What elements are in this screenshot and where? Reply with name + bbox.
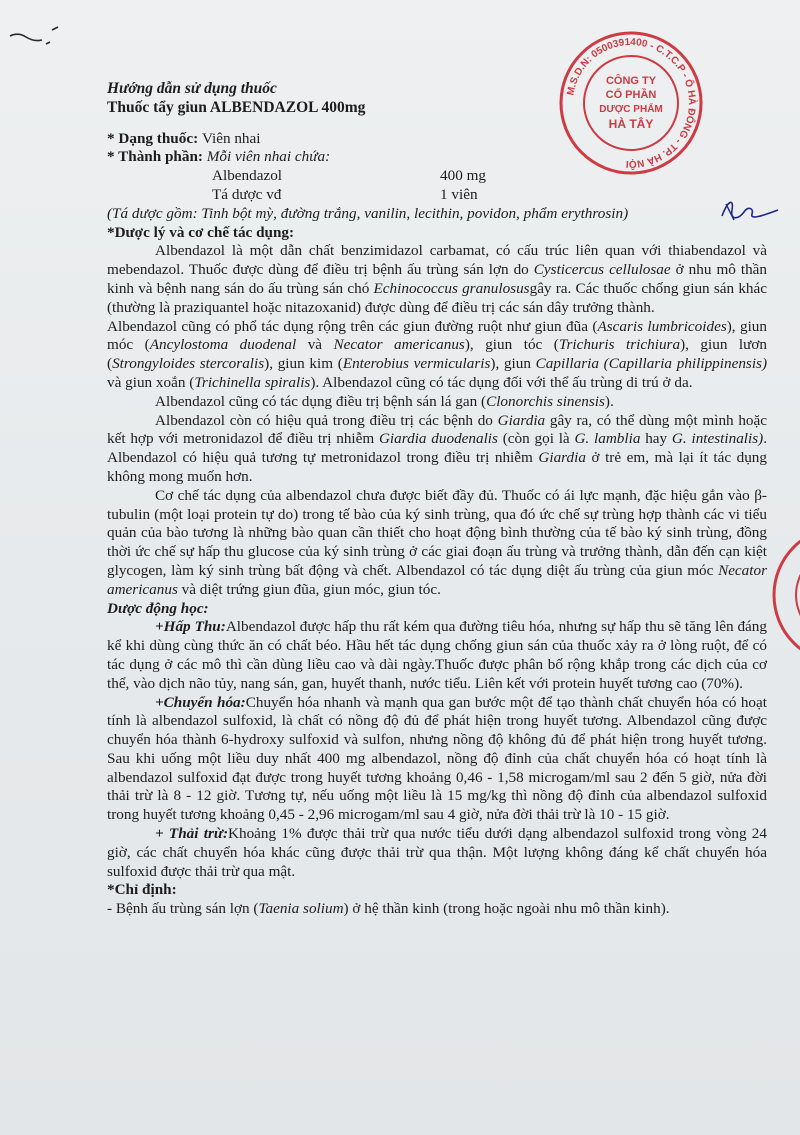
pen-mark-icon [8, 22, 68, 52]
paragraph: Albendazol cũng có phổ tác dụng rộng trên các giun đường ruột như giun đũa (Ascaris lumbricoides), giun móc (Ancylostoma duodenal và Necator americanus), giun tóc (Trichuris trichiura), giun lươn (Strongyloides stercoralis), giun kim (Enterobius vermicularis), giun Capillaria (Capillaria philippinensis) và giun xoắn (Trichinella spiralis). Albendazol cũng có tác dụng đối với thể ấu trùng di trú ở da. [107, 317, 768, 391]
ingredient-amount: 1 viên [440, 185, 478, 203]
paragraph: + Thải trừ:Khoảng 1% được thải trừ qua nước tiểu dưới dạng albendazol sulfoxid trong vòng 24 giờ, các chất chuyển hóa khác cũng được thải trừ qua thận. Một lượng không đáng kể chất chuyển hóa sulfoxid được thải trừ qua mật. [107, 825, 767, 880]
paragraph: Albendazol còn có hiệu quả trong điều trị các bệnh do Giardia gây ra, có thể dùng một mình hoặc kết hợp với metronidazol để điều trị nhiễm Giardia duodenalis (còn gọi là G. lamblia hay G. intestinalis). Albendazol có hiệu quả tương tự metronidazol trong điều trị nhiễm Giardia ở trẻ em, mà lại ít tác dụng không mong muốn hơn. [107, 411, 767, 485]
excipients-note: (Tá dược gồm: Tinh bột mỳ, đường trắng, vanilin, lecithin, povidon, phẩm erythrosin) [107, 204, 629, 222]
composition-item [107, 186, 767, 205]
dosage-form-label: * Dạng thuốc: [107, 129, 199, 147]
paragraph: Albendazol là một dẫn chất benzimidazol carbamat, có cấu trúc liên quan với thiabendazol và mebendazol. Thuốc được dùng để điều trị bệnh ấu trùng sán lợn do Cysticercus cellulosae ở nhu mô thần kinh và bệnh nang sán do ấu trùng sán chó Echinococcus granulosusgây ra. Các thuốc chống giun sán khác (thường là praziquantel hoặc nitazoxanid) được dùng để điều trị các sán dây trưởng thành. [107, 242, 768, 316]
paragraph: Cơ chế tác dụng của albendazol chưa được biết đầy đủ. Thuốc có ái lực mạnh, đặc hiệu gắn vào β-tubulin (một loại protein tự do) trong tế bào của ký sinh trùng, qua đó ức chế sự trùng hợp thành các vi tiểu quản của bào tương là những bào quan cần thiết cho hoạt động bình thường của tế bào ký sinh trùng, đồng thời ức chế sự hấp thu glucose của ký sinh trùng ở các giai đoạn ấu trùng và trưởng thành, dẫn đến cạn kiệt glycogen, làm ký sinh trùng bất động và chết. Albendazol có tác dụng diệt ấu trùng của giun móc Necator americanus và diệt trứng giun đũa, giun móc, giun tóc. [107, 486, 767, 598]
indications-heading: *Chỉ định: [107, 881, 177, 899]
composition-item [107, 167, 767, 186]
product-title: Thuốc tẩy giun ALBENDAZOL 400mg [107, 98, 366, 116]
ingredient-amount: 400 mg [440, 167, 486, 185]
indication-item: - Bệnh ấu trùng sán lợn (Taenia solium) ở hệ thần kinh (trong hoặc ngoài nhu mô thần kinh). [107, 900, 670, 918]
stamp-line: DƯỢC PHẨM [599, 104, 663, 115]
composition-intro: Mỗi viên nhai chứa: [206, 148, 331, 166]
dosage-form-value: Viên nhai [201, 129, 261, 147]
stamp-line: CỔ PHẦN [605, 89, 657, 101]
paragraph: +Hấp Thu:Albendazol được hấp thu rất kém qua đường tiêu hóa, nhưng sự hấp thu sẽ tăng lên đáng kể khi dùng cùng thức ăn có chất béo. Hầu hết tác dụng chống giun sán của thuốc xảy ra ở lòng ruột, để có tác dụng ở các mô thì cần dùng liều cao và dài ngày.Thuốc được phân bố rộng khắp trong các dịch của cơ thể, vào dịch não tủy, nang sán, gan, huyết thanh, nước tiểu. Liên kết với protein huyết tương cao (70%). [107, 618, 767, 692]
document-title: Hướng dẫn sử dụng thuốc [107, 80, 277, 97]
paragraph: Albendazol cũng có tác dụng điều trị bệnh sán lá gan (Clonorchis sinensis). [155, 392, 614, 410]
pharmacology-heading: *Dược lý và cơ chế tác dụng: [107, 223, 295, 241]
pharmacokinetics-heading: Dược động học: [107, 599, 209, 617]
partial-stamp-edge [772, 510, 800, 680]
composition-row [107, 148, 767, 167]
dosage-form-row [107, 130, 767, 149]
stamp-line: HÀ TÂY [608, 117, 654, 131]
ingredient-name: Albendazol [212, 167, 283, 185]
stamp-ring-text: M.S.D.N: 0500391400 - C.T.C.P - Ô HÀ ĐÔNG - TP. HÀ NỘI [565, 36, 698, 170]
ingredient-name: Tá dược vđ [212, 185, 282, 203]
document-body [107, 80, 767, 919]
paragraph: +Chuyển hóa:Chuyển hóa nhanh và mạnh qua gan bước một để tạo thành chất chuyển hóa có hoạt tính là albendazol sulfoxid, là chất có nồng độ đủ để phát hiện trong huyết tương. Albendazol cũng được chuyển hóa thành 6-hydroxy sulfoxid và sulfon, nhưng nồng độ không đủ để phát hiện trong huyết tương. Sau khi uống một liều duy nhất 400 mg albendazol, nồng độ đỉnh của chất chuyển hóa có hoạt tính là albendazol sulfoxid đạt được trong huyết tương khoảng 0,46 - 1,58 microgam/ml sau 2 đến 5 giờ, nửa đời thải trừ là 8 - 12 giờ. Tương tự, nếu uống một liều là 15 mg/kg thì nồng độ đỉnh của albendazol sulfoxid trong huyết tương khoảng 0,45 - 2,96 microgam/ml sau 4 giờ, nửa đời thải trừ là 10 - 15 giờ. [107, 693, 767, 824]
composition-label: * Thành phần: [107, 148, 203, 166]
stamp-line: CÔNG TY [605, 75, 657, 87]
